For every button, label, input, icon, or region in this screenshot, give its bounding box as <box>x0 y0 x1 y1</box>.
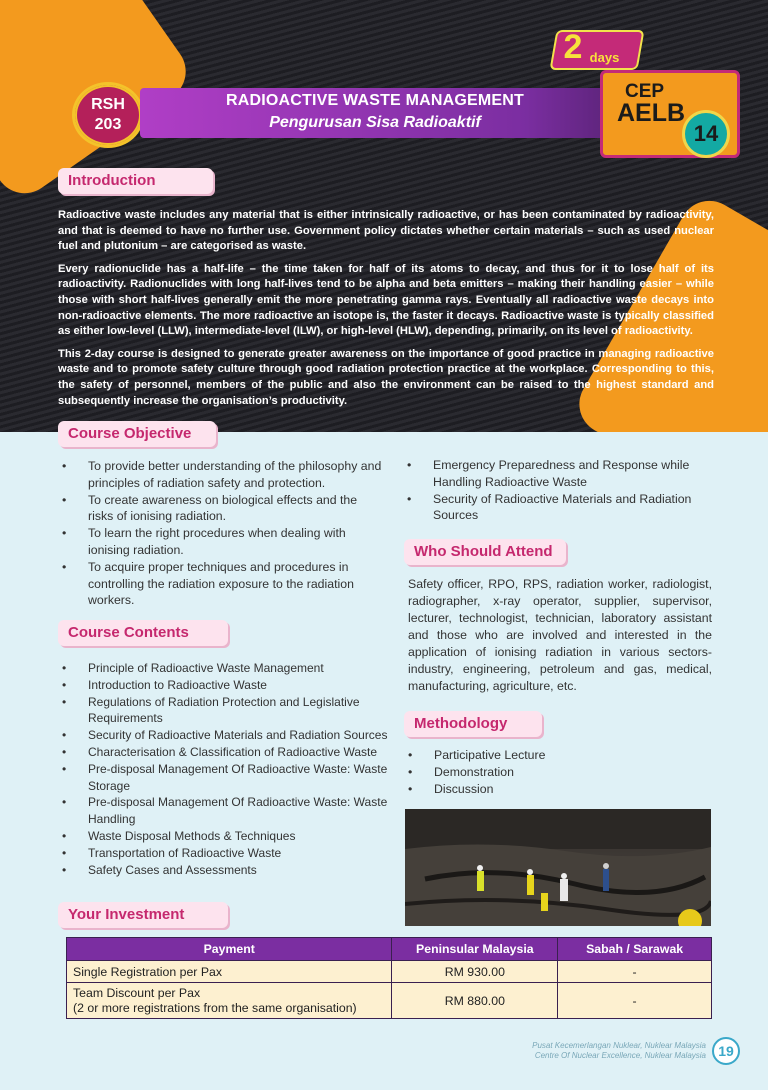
payment-label: Single Registration per Pax <box>73 964 223 979</box>
section-heading-introduction: Introduction <box>58 168 213 194</box>
site-photo <box>405 809 711 926</box>
list-item: • Safety Cases and Assessments <box>60 862 390 879</box>
course-code-badge <box>72 82 144 148</box>
days-number: 2 <box>563 28 583 66</box>
table-row <box>67 983 712 1019</box>
photo-illustration <box>405 809 711 926</box>
payment-cell <box>67 961 392 983</box>
list-item: • Security of Radioactive Materials and Radiation Sources <box>405 491 711 525</box>
page-number: 19 <box>712 1037 740 1065</box>
list-item: • Regulations of Radiation Protection and Legislative Requirements <box>60 694 390 728</box>
list-item: • Discussion <box>406 781 706 798</box>
footer-organisation <box>532 1041 706 1061</box>
days-label: days <box>589 50 620 65</box>
peninsular-price-cell: RM 930.00 <box>392 961 558 983</box>
list-item: • Participative Lecture <box>406 747 706 764</box>
list-item: • Introduction to Radioactive Waste <box>60 677 390 694</box>
investment-table <box>66 937 712 1019</box>
column-header: Payment <box>67 938 392 961</box>
cep-label: CEP <box>625 81 665 102</box>
intro-paragraph: Radioactive waste includes any material that is either intrinsically radioactive, or has been contaminated by radioactivity, and that is deemed to have no further use. Government policy dictates whether certain materials – such as used nuclear fuel and plutonium – are categorised as waste. <box>58 209 714 253</box>
days-badge <box>549 30 644 70</box>
payment-cell <box>67 983 392 1019</box>
sabah-price-cell: - <box>558 983 712 1019</box>
right-column-list <box>405 457 711 524</box>
column-header: Sabah / Sarawak <box>558 938 712 961</box>
list-item: • To acquire proper techniques and procedures in controlling the radiation exposure to the radiation workers. <box>60 559 384 609</box>
course-code-line2: 203 <box>94 116 122 133</box>
section-heading-who-should-attend: Who Should Attend <box>404 539 566 565</box>
contents-list <box>60 660 390 878</box>
intro-paragraph: This 2-day course is designed to generate greater awareness on the importance of good practice in managing radioactive waste and to promote safety culture through good radiation protection practice at the workplace. Corresponding to this, the safety of personnel, members of the public and also the environment can be raised to the highest standard and subsequently increase the organisation’s productivity. <box>58 347 714 407</box>
title-bar <box>140 88 620 138</box>
section-heading-course-objective: Course Objective <box>58 421 216 447</box>
who-should-attend-text: Safety officer, RPO, RPS, radiation worker, radiologist, radiographer, x-ray operator, supplier, supervisor, lecturer, technologist, technician, laboratory assistant and those who are involved and interested in the application of ionising radiation in various sectors-industry, engineering, petroleum and gas, medical, manufacturing, agriculture, etc. <box>408 577 712 693</box>
footer-line: Pusat Kecemerlangan Nuklear, Nuklear Malaysia <box>532 1041 706 1050</box>
list-item: • To learn the right procedures when dealing with ionising radiation. <box>60 525 384 559</box>
payment-note: (2 or more registrations from the same organisation) <box>73 1000 357 1015</box>
intro-paragraph: Every radionuclide has a half-life – the time taken for half of its atoms to decay, and thus for it to lose half of its radioactivity. Radionuclides with long half-lives tend to be alpha and beta emitters – making their handling easier – while those with short half-lives generally emit the more penetrating gamma rays. Eventually all radioactive waste decays into non-radioactive elements. The more radioactive an isotope is, the faster it decays. Radioactive waste is typically classified as either low-level (LLW), intermediate-level (ILW), or high-level (HLW), depending, primarily, on its level of radioactivity. <box>58 262 714 338</box>
section-heading-methodology: Methodology <box>404 711 542 737</box>
list-item: • Demonstration <box>406 764 706 781</box>
list-item: • Transportation of Radioactive Waste <box>60 845 390 862</box>
section-heading-course-contents: Course Contents <box>58 620 228 646</box>
peninsular-price-cell: RM 880.00 <box>392 983 558 1019</box>
list-item: • To provide better understanding of the philosophy and principles of radiation safety and protection. <box>60 458 384 492</box>
page-subtitle: Pengurusan Sisa Radioaktif <box>269 114 481 131</box>
sabah-price-cell: - <box>558 961 712 983</box>
table-header-row <box>67 938 712 961</box>
aelb-label: AELB <box>617 99 686 127</box>
list-item: • Pre-disposal Management Of Radioactive Waste: Waste Handling <box>60 794 390 828</box>
section-heading-your-investment: Your Investment <box>58 902 228 928</box>
table-row <box>67 961 712 983</box>
list-item: • Security of Radioactive Materials and Radiation Sources <box>60 727 390 744</box>
list-item: • Emergency Preparedness and Response while Handling Radioactive Waste <box>405 457 711 491</box>
list-item: • Principle of Radioactive Waste Management <box>60 660 390 677</box>
footer-line: Centre Of Nuclear Excellence, Nuklear Malaysia <box>534 1051 706 1060</box>
page-title: RADIOACTIVE WASTE MANAGEMENT <box>225 92 525 109</box>
list-item: • To create awareness on biological effects and the risks of ionising radiation. <box>60 492 384 526</box>
course-code-line1: RSH <box>91 96 125 113</box>
column-header: Peninsular Malaysia <box>392 938 558 961</box>
payment-label: Team Discount per Pax <box>73 985 201 1000</box>
methodology-list <box>406 747 706 797</box>
list-item: • Characterisation & Classification of Radioactive Waste <box>60 744 390 761</box>
introduction-text <box>58 208 714 416</box>
objective-list <box>60 458 384 609</box>
cep-points-badge: 14 <box>682 110 730 158</box>
list-item: • Waste Disposal Methods & Techniques <box>60 828 390 845</box>
list-item: • Pre-disposal Management Of Radioactive Waste: Waste Storage <box>60 761 390 795</box>
